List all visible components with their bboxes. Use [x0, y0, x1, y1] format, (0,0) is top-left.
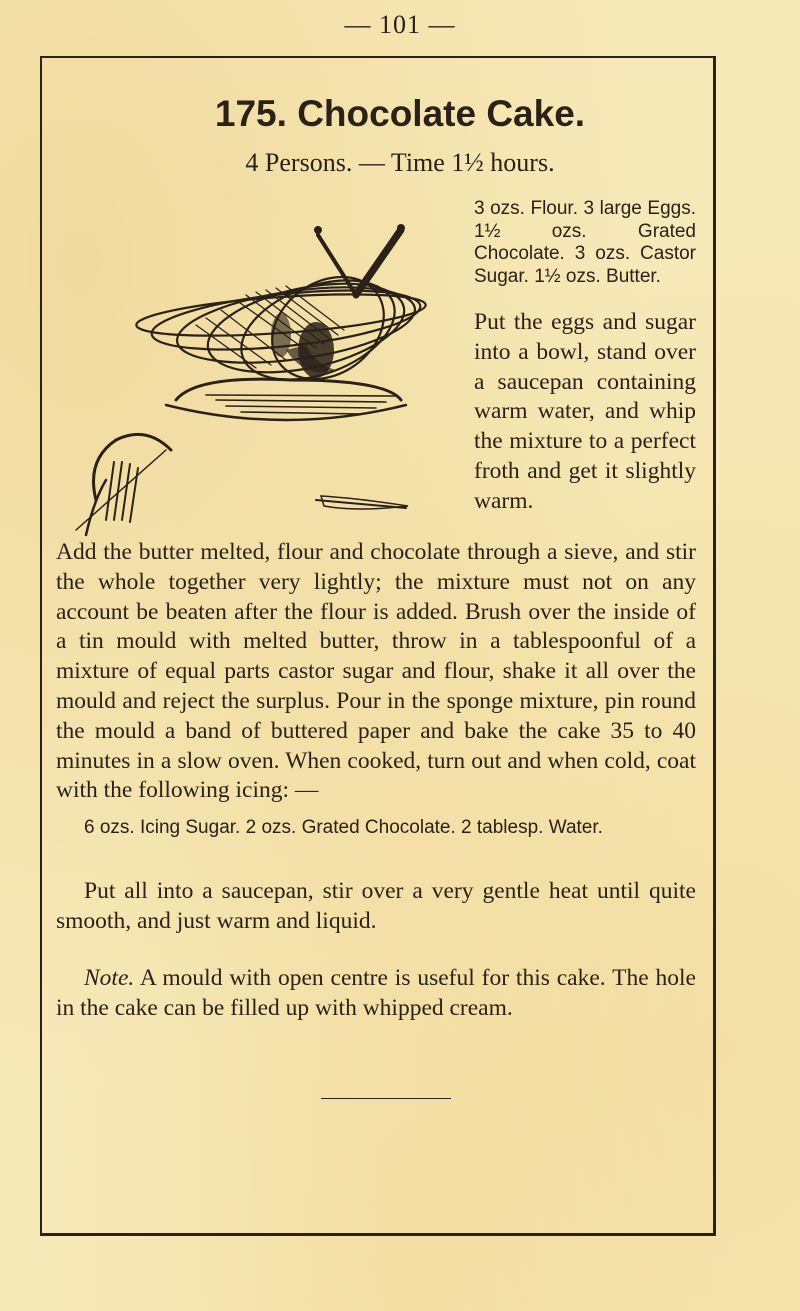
note-text: A mould with open centre is useful for this cake. The hole in the cake can be filled up with whipped cream.	[56, 965, 696, 1021]
icing-method-text: Put all into a saucepan, stir over a very gentle heat until quite smooth, and just warm and liquid.	[56, 878, 696, 934]
page-number: — 101 —	[344, 10, 456, 39]
ingredients-list: 3 ozs. Flour. 3 large Eggs. 1½ ozs. Grated Chocolate. 3 ozs. Castor Sugar. 1½ ozs. Butter.	[474, 198, 696, 287]
method-body	[56, 538, 696, 806]
servings-and-time: 4 Persons. — Time 1½ hours.	[245, 148, 555, 177]
icing-method	[56, 877, 696, 937]
closing-rule	[321, 1098, 451, 1099]
method-body-text: Add the butter melted, flour and chocolate through a sieve, and stir the whole together very lightly; the mixture must not on any account be beaten after the flour is added. Brush over the inside of a tin mould with melted butter, throw in a tablespoonful of a mixture of equal parts castor sugar and flour, shake it all over the mould and reject the surplus. Pour in the sponge mixture, pin round the mould a band of buttered paper and bake the cake 35 to 40 minutes in a slow oven. When cooked, turn out and when cold, coat with the following icing: —	[56, 539, 696, 804]
recipe-note	[56, 964, 696, 1024]
recipe-title: 175. Chocolate Cake.	[214, 93, 586, 134]
method-intro-text: Put the eggs and sugar into a bowl, stand over a saucepan containing warm water, and whip the mixture to a perfect froth and get it slightly warm.	[474, 309, 696, 514]
whisk-and-bowl-engraving-icon	[56, 200, 466, 540]
note-label: Note.	[84, 965, 135, 991]
method-intro	[474, 308, 696, 517]
icing-ingredients: 6 ozs. Icing Sugar. 2 ozs. Grated Chocolate. 2 tablesp. Water.	[84, 817, 603, 838]
